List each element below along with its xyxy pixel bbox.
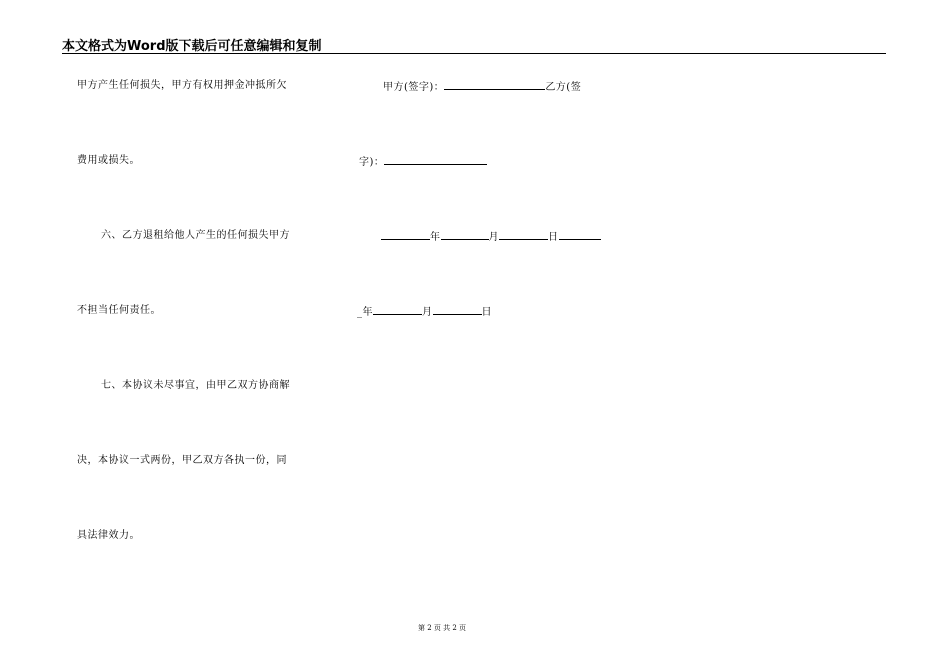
left-paragraph-line-5: 七、本协议未尽事宜，由甲乙双方协商解 bbox=[101, 380, 290, 391]
left-paragraph-line-3: 六、乙方退租给他人产生的任何损失甲方 bbox=[101, 230, 290, 241]
left-paragraph-line-7: 具法律效力。 bbox=[77, 530, 140, 541]
day-label-b: 日 bbox=[481, 307, 492, 318]
trailing-blank-a bbox=[559, 229, 601, 240]
year-label-a: 年 bbox=[430, 232, 441, 243]
left-paragraph-line-2: 费用或损失。 bbox=[77, 155, 140, 166]
date-line-b bbox=[357, 304, 492, 320]
day-blank-b bbox=[433, 304, 482, 315]
page-footer bbox=[0, 623, 884, 633]
month-label-a: 月 bbox=[488, 232, 499, 243]
party-b-sign-label: 乙方(签 bbox=[545, 82, 582, 93]
signature-line-b bbox=[359, 154, 487, 170]
month-blank-a bbox=[441, 229, 489, 240]
signature-line-a bbox=[383, 79, 581, 95]
day-blank-a bbox=[499, 229, 548, 240]
party-a-sign-label: 甲方(签字)： bbox=[383, 82, 445, 93]
month-label-b: 月 bbox=[422, 307, 433, 318]
page-header bbox=[62, 35, 886, 54]
left-paragraph-line-4: 不担当任何责任。 bbox=[77, 305, 161, 316]
left-paragraph-line-1: 甲方产生任何损失，甲方有权用押金冲抵所欠 bbox=[77, 80, 287, 91]
header-title: 本文格式为Word版下载后可任意编辑和复制 bbox=[62, 39, 322, 54]
party-a-sign-blank bbox=[444, 79, 545, 90]
date-line-a bbox=[381, 229, 601, 245]
day-label-a: 日 bbox=[548, 232, 559, 243]
left-paragraph-line-6: 决，本协议一式两份，甲乙双方各执一份，同 bbox=[77, 455, 287, 466]
party-b-sign-label-cont: 字)： bbox=[359, 157, 385, 168]
year-label-b: _年 bbox=[357, 307, 373, 318]
month-blank-b bbox=[373, 304, 422, 315]
party-b-sign-blank bbox=[384, 154, 487, 165]
year-blank-a bbox=[381, 229, 430, 240]
page-number: 第 2 页 共 2 页 bbox=[417, 624, 467, 632]
